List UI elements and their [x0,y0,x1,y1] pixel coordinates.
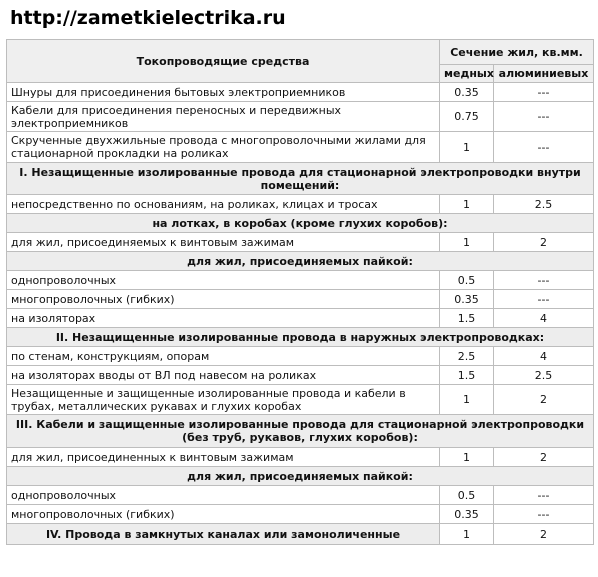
row-description: многопроволочных (гибких) [7,290,440,309]
row-description: на изоляторах вводы от ВЛ под навесом на роликах [7,366,440,385]
table-row [7,290,594,309]
section-row [7,214,594,233]
table-row [7,271,594,290]
table-row [7,486,594,505]
copper-value: 1 [440,195,494,214]
copper-value: 1 [440,448,494,467]
aluminum-value: --- [494,290,594,309]
row-description: Кабели для присоединения переносных и передвижных электроприемников [7,102,440,132]
aluminum-value: --- [494,102,594,132]
section-heading: на лотках, в коробах (кроме глухих коробов): [7,214,594,233]
copper-value: 1 [440,385,494,415]
aluminum-value: 2.5 [494,366,594,385]
header-conductors: Токопроводящие средства [7,40,440,83]
row-description: многопроволочных (гибких) [7,505,440,524]
section-row [7,415,594,448]
section-row [7,163,594,195]
row-description: на изоляторах [7,309,440,328]
copper-value: 1 [440,524,494,545]
aluminum-value: 2 [494,448,594,467]
aluminum-value: --- [494,271,594,290]
section-row [7,328,594,347]
row-description: Шнуры для присоединения бытовых электроприемников [7,83,440,102]
row-description: однопроволочных [7,271,440,290]
row-description: для жил, присоединенных к винтовым зажимам [7,448,440,467]
copper-value: 0.35 [440,83,494,102]
table-row [7,448,594,467]
section-heading: для жил, присоединяемых пайкой: [7,467,594,486]
header-cross-section: Сечение жил, кв.мм. [440,40,594,65]
table-row [7,132,594,163]
table-row [7,233,594,252]
aluminum-value: --- [494,505,594,524]
section-heading: II. Незащищенные изолированные провода в наружных электропроводках: [7,328,594,347]
section-heading: для жил, присоединяемых пайкой: [7,252,594,271]
section-heading: I. Незащищенные изолированные провода для стационарной электропроводки внутри помещений: [7,163,594,195]
copper-value: 0.75 [440,102,494,132]
row-description: по стенам, конструкциям, опорам [7,347,440,366]
table-row [7,83,594,102]
aluminum-value: 2 [494,385,594,415]
row-description: IV. Провода в замкнутых каналах или замоноличенные [7,524,440,545]
section-row [7,252,594,271]
table-row [7,102,594,132]
row-description: непосредственно по основаниям, на роликах, клицах и тросах [7,195,440,214]
table-row [7,347,594,366]
table-row [7,309,594,328]
aluminum-value: --- [494,132,594,163]
row-description: однопроволочных [7,486,440,505]
copper-value: 0.35 [440,290,494,309]
section-row [7,524,594,545]
copper-value: 1 [440,233,494,252]
copper-value: 2.5 [440,347,494,366]
watermark-url: http://zametkielectrika.ru [4,2,292,34]
table-row [7,366,594,385]
table-row [7,505,594,524]
table-row [7,385,594,415]
copper-value: 1.5 [440,309,494,328]
aluminum-value: --- [494,83,594,102]
aluminum-value: 4 [494,309,594,328]
copper-value: 0.35 [440,505,494,524]
table-row [7,195,594,214]
row-description: Незащищенные и защищенные изолированные провода и кабели в трубах, металлических рукавах и глухих коробах [7,385,440,415]
aluminum-value: 2.5 [494,195,594,214]
copper-value: 1 [440,132,494,163]
aluminum-value: --- [494,486,594,505]
aluminum-value: 2 [494,524,594,545]
copper-value: 1.5 [440,366,494,385]
row-description: для жил, присоединяемых к винтовым зажимам [7,233,440,252]
row-description: Скрученные двухжильные провода с многопроволочными жилами для стационарной прокладки на роликах [7,132,440,163]
wire-cross-section-table [6,39,594,545]
aluminum-value: 4 [494,347,594,366]
header-copper: медных [440,65,494,83]
copper-value: 0.5 [440,271,494,290]
header-aluminum: алюминиевых [494,65,594,83]
aluminum-value: 2 [494,233,594,252]
section-heading: III. Кабели и защищенные изолированные провода для стационарной электропроводки (без труб, рукавов, глухих коробов): [7,415,594,448]
section-row [7,467,594,486]
copper-value: 0.5 [440,486,494,505]
